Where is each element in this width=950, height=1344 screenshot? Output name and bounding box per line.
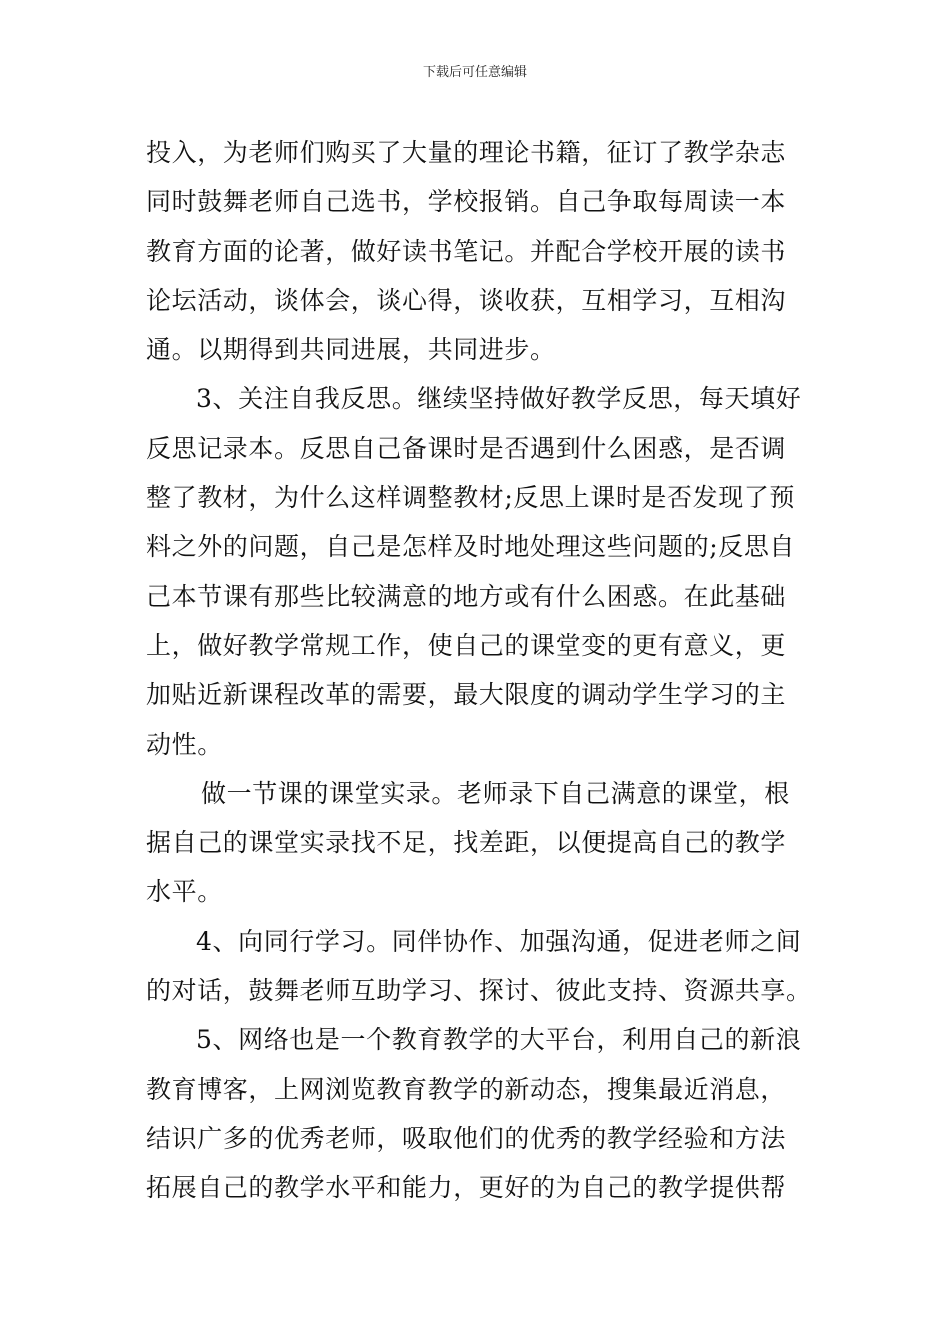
paragraph-start-3: 3、关注自我反思。继续坚持做好教学反思，每天填好 — [196, 384, 802, 414]
text-line: 加贴近新课程改革的需要，最大限度的调动学生学习的主 — [146, 680, 787, 710]
page-header: 下载后可任意编辑 — [422, 65, 527, 80]
paragraph-start-recording: 做一节课的课堂实录。老师录下自己满意的课堂，根 — [201, 778, 790, 808]
text-line: 结识广多的优秀老师，吸取他们的优秀的教学经验和方法 — [146, 1123, 787, 1153]
text-line: 的对话，鼓舞老师互助学习、探讨、彼此支持、资源共享。 — [146, 976, 812, 1006]
text-line: 料之外的问题，自己是怎样及时地处理这些问题的;反思自 — [146, 532, 796, 562]
paragraph-start-4: 4、向同行学习。同伴协作、加强沟通，促进老师之间 — [196, 926, 802, 956]
text-line: 通。以期得到共同进展，共同进步。 — [146, 335, 556, 365]
text-line: 教育方面的论著，做好读书笔记。并配合学校开展的读书 — [146, 236, 787, 266]
text-line: 论坛活动，谈体会，谈心得，谈收获，互相学习，互相沟 — [146, 285, 787, 315]
text-line: 整了教材，为什么这样调整教材;反思上课时是否发现了预 — [146, 483, 796, 513]
text-line: 反思记录本。反思自己备课时是否遇到什么困惑，是否调 — [146, 433, 787, 463]
document-body — [146, 128, 811, 1213]
paragraph-start-5: 5、网络也是一个教育教学的大平台，利用自己的新浪 — [196, 1025, 802, 1055]
text-line: 教育博客，上网浏览教育教学的新动态，搜集最近消息， — [146, 1074, 787, 1104]
text-line: 投入，为老师们购买了大量的理论书籍，征订了教学杂志 — [146, 138, 787, 167]
text-line: 水平。 — [146, 877, 223, 907]
text-line: 拓展自己的教学水平和能力，更好的为自己的教学提供帮 — [146, 1173, 787, 1203]
text-line: 己本节课有那些比较满意的地方或有什么困惑。在此基础 — [146, 581, 787, 611]
text-line: 据自己的课堂实录找不足，找差距，以便提高自己的教学 — [146, 828, 787, 858]
text-line: 动性。 — [146, 729, 223, 759]
text-line: 上，做好教学常规工作，使自己的课堂变的更有意义，更 — [146, 630, 787, 660]
text-line: 同时鼓舞老师自己选书，学校报销。自己争取每周读一本 — [146, 187, 787, 217]
